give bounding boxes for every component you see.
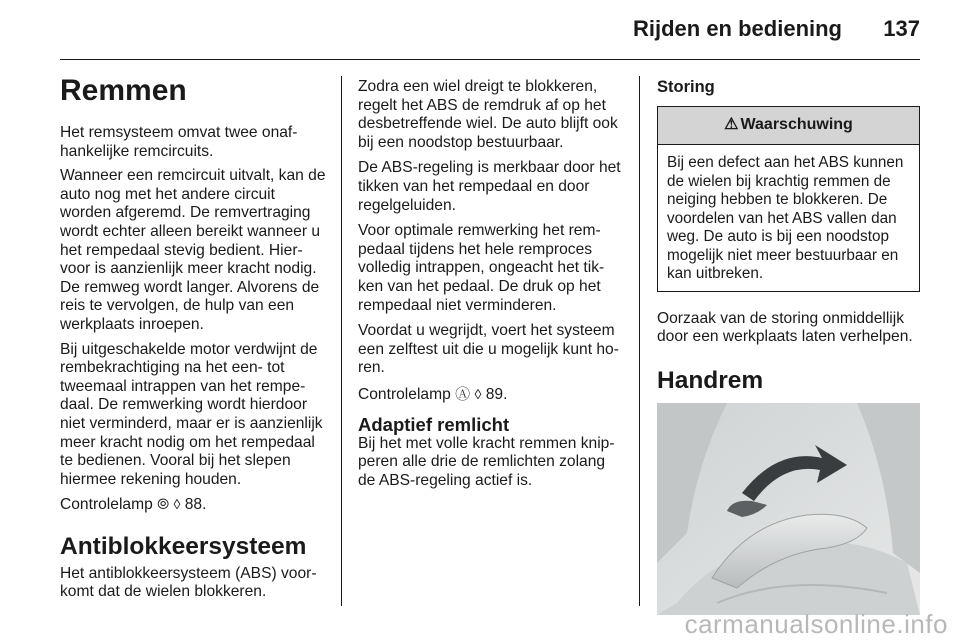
- page-reference-icon: ◊: [474, 385, 482, 402]
- warning-text: Bij een defect aan het ABS kunnen de wielen bij krachtig remmen de neiging hebben te blokkeren. De voordelen van het ABS vallen dan weg. De auto is bij een noodstop mogelijk niet meer bestuurbaar en kan uitbreken.: [667, 154, 904, 282]
- paragraph: Het remsysteem omvat twee onaf-hankelijke remcircuits.: [60, 124, 298, 160]
- page-header: [0, 0, 960, 62]
- warning-title: Waarschuwing: [740, 116, 853, 134]
- header-divider: [60, 59, 920, 60]
- column-2: [358, 62, 624, 642]
- heading-remmen: Remmen: [60, 74, 187, 107]
- watermark: carmanualsonline.info: [684, 609, 948, 639]
- control-lamp-reference: [358, 385, 624, 405]
- page-number: 137: [883, 16, 920, 41]
- page-reference-icon: ◊: [173, 496, 181, 513]
- paragraph: Voordat u wegrijdt, voert het systeem een zelftest uit die u mogelijk kunt ho-ren.: [358, 322, 619, 377]
- paragraph: Voor optimale remwerking het rem-pedaal tijdens het hele remproces volledig intrappen, ongeacht het tik-ken van het pedaal. De druk op het rempedaal niet verminderen.: [358, 222, 605, 314]
- warning-triangle-icon: ⚠: [724, 116, 739, 134]
- heading-storing: Storing: [657, 78, 715, 96]
- control-lamp-reference: [60, 495, 328, 515]
- handbrake-illustration: [657, 403, 920, 615]
- column-1: [60, 62, 328, 642]
- control-lamp-label: Controlelamp: [358, 385, 451, 403]
- paragraph: Bij uitgeschakelde motor verdwijnt de rembekrachtiging na het een- tot tweemaal intrappen van het rempe-daal. De remwerking wordt hierdoor niet verminderd, maar er is aanzienlijk meer kracht nodig om het rempedaal te bedienen. Vooral bij het slepen hiermee rekening houden.: [60, 340, 323, 488]
- paragraph: Het antiblokkeersysteem (ABS) voor-komt dat de wielen blokkeren.: [60, 564, 317, 601]
- control-lamp-label: Controlelamp: [60, 496, 153, 514]
- abs-lamp-icon: Ⓐ: [455, 385, 471, 403]
- warning-header: [658, 107, 919, 145]
- page-reference-number: 88.: [184, 496, 207, 514]
- heading-handrem: Handrem: [657, 366, 764, 394]
- chapter-title: Rijden en bediening: [632, 16, 842, 41]
- brake-warning-icon: ⦾: [157, 496, 170, 514]
- handbrake-photo: [657, 403, 920, 615]
- page-reference-number: 89.: [485, 385, 508, 403]
- paragraph: Oorzaak van de storing onmiddellijk door een werkplaats laten verhelpen.: [657, 309, 913, 346]
- warning-box: [657, 106, 920, 292]
- heading-adaptief-remlicht: Adaptief remlicht: [358, 413, 510, 435]
- column-divider-1: [341, 76, 342, 606]
- paragraph: De ABS-regeling is merkbaar door het tikken van het rempedaal en door regelgeluiden.: [358, 159, 621, 214]
- paragraph: Bij het met volle kracht remmen knip-peren alle drie de remlichten zolang de ABS-regeling actief is.: [358, 434, 615, 489]
- column-divider-2: [639, 76, 640, 606]
- paragraph: Wanneer een remcircuit uitvalt, kan de auto nog met het andere circuit worden afgeremd. De remvertraging wordt echter alleen bereikt wanneer u het rempedaal stevig bedient. Hier-voor is aanzienlijk meer kracht nodig. De remweg wordt langer. Alvorens de reis te vervolgen, de hulp van een werkplaats inroepen.: [60, 167, 326, 333]
- heading-antiblokkeersysteem: Antiblokkeersysteem: [60, 532, 307, 560]
- paragraph: Zodra een wiel dreigt te blokkeren, regelt het ABS de remdruk af op het desbetreffende wiel. De auto blijft ook bij een noodstop bestuurbaar.: [358, 78, 618, 151]
- column-3: [657, 62, 920, 642]
